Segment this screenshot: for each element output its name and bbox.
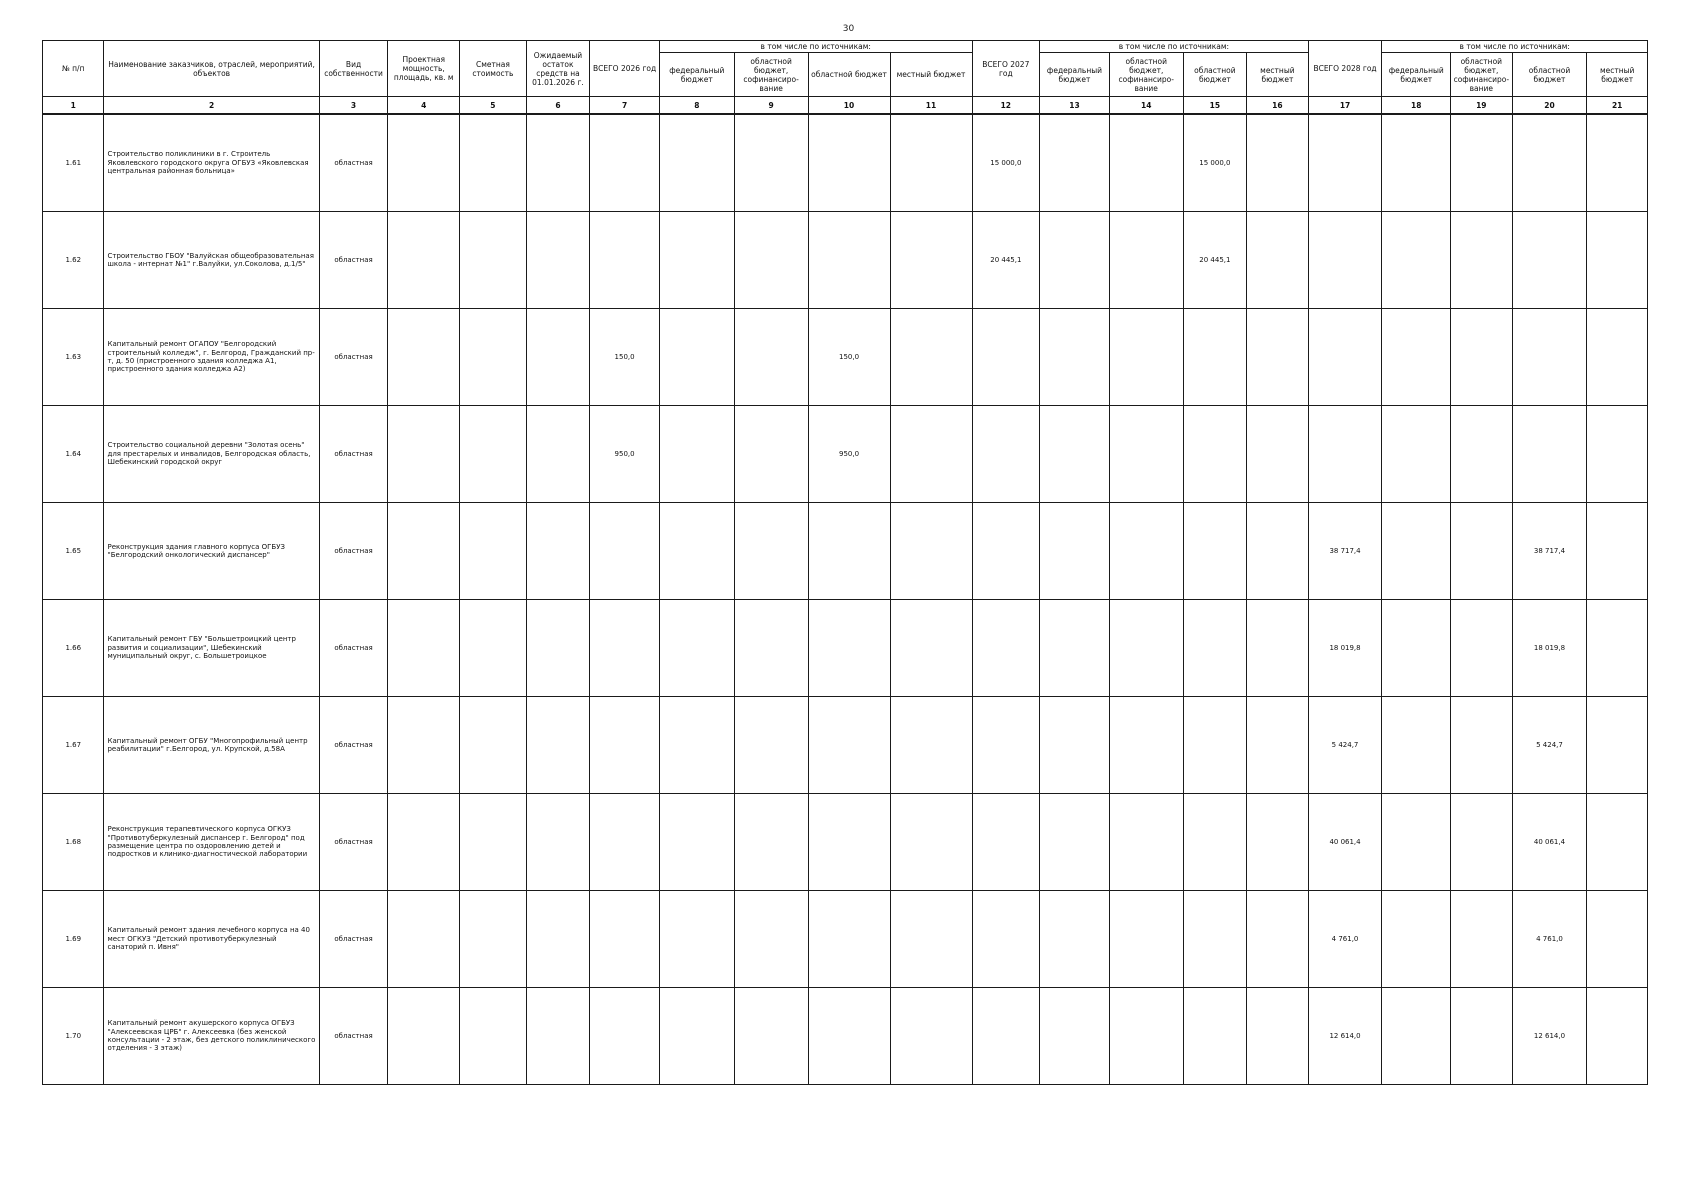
row-oblast-cofin-2026 <box>734 309 808 406</box>
row-oblast-2027 <box>1183 309 1247 406</box>
row-federal-2026 <box>659 891 734 988</box>
header-oblast-cofin-2028: областной бюджет, софинансиро-вание <box>1451 53 1512 97</box>
table-row <box>43 114 1648 212</box>
row-federal-2028 <box>1382 794 1451 891</box>
row-total-2027 <box>972 309 1040 406</box>
header-group-2027: в том числе по источникам: <box>1040 41 1309 53</box>
header-oblast-cofin-2027: областной бюджет, софинансиро-вание <box>1109 53 1183 97</box>
row-local-2028 <box>1587 309 1648 406</box>
table-row <box>43 212 1648 309</box>
row-balance <box>526 600 590 697</box>
row-capacity <box>388 503 460 600</box>
column-number: 2 <box>104 97 319 115</box>
header-group-2026: в том числе по источникам: <box>659 41 972 53</box>
row-total-2026 <box>590 600 660 697</box>
row-balance <box>526 309 590 406</box>
row-oblast-2026 <box>808 114 890 212</box>
header-federal-2027: федеральный бюджет <box>1040 53 1110 97</box>
row-oblast-cofin-2027 <box>1109 503 1183 600</box>
row-oblast-cofin-2028 <box>1451 988 1512 1085</box>
row-oblast-2028 <box>1512 309 1587 406</box>
row-local-2027 <box>1247 697 1309 794</box>
row-total-2026 <box>590 212 660 309</box>
row-object-name: Капитальный ремонт ОГАПОУ "Белгородский строительный колледж", г. Белгород, Гражданский пр-т, д. 50 (пристроенного здания колледжа А1, пристроенного здания колледжа А2) <box>104 309 319 406</box>
row-oblast-2027: 20 445,1 <box>1183 212 1247 309</box>
row-local-2026 <box>890 988 972 1085</box>
column-number: 15 <box>1183 97 1247 115</box>
row-oblast-2028: 12 614,0 <box>1512 988 1587 1085</box>
row-federal-2027 <box>1040 697 1110 794</box>
row-ownership: областная <box>319 309 388 406</box>
row-capacity <box>388 309 460 406</box>
row-total-2028: 5 424,7 <box>1308 697 1382 794</box>
row-oblast-cofin-2028 <box>1451 114 1512 212</box>
row-balance <box>526 212 590 309</box>
row-federal-2027 <box>1040 988 1110 1085</box>
row-total-2028: 38 717,4 <box>1308 503 1382 600</box>
row-oblast-2027 <box>1183 891 1247 988</box>
row-oblast-2028: 40 061,4 <box>1512 794 1587 891</box>
row-federal-2028 <box>1382 600 1451 697</box>
row-oblast-2028: 38 717,4 <box>1512 503 1587 600</box>
row-oblast-cofin-2027 <box>1109 600 1183 697</box>
table-row <box>43 891 1648 988</box>
column-number: 12 <box>972 97 1040 115</box>
budget-table <box>42 40 1648 1085</box>
row-federal-2028 <box>1382 697 1451 794</box>
page-number: 30 <box>842 24 855 34</box>
column-number: 4 <box>388 97 460 115</box>
row-total-2028: 40 061,4 <box>1308 794 1382 891</box>
row-total-2027 <box>972 600 1040 697</box>
row-oblast-2026 <box>808 988 890 1085</box>
row-federal-2028 <box>1382 212 1451 309</box>
row-federal-2028 <box>1382 406 1451 503</box>
header-oblast-2028: областной бюджет <box>1512 53 1587 97</box>
row-total-2027 <box>972 503 1040 600</box>
column-number: 10 <box>808 97 890 115</box>
row-oblast-cofin-2028 <box>1451 212 1512 309</box>
column-number: 21 <box>1587 97 1648 115</box>
row-local-2026 <box>890 309 972 406</box>
header-oblast-2027: областной бюджет <box>1183 53 1247 97</box>
column-number: 5 <box>460 97 527 115</box>
row-oblast-cofin-2027 <box>1109 891 1183 988</box>
row-oblast-2028 <box>1512 212 1587 309</box>
row-number: 1.62 <box>43 212 104 309</box>
header-col-capacity: Проектная мощность, площадь, кв. м <box>388 41 460 97</box>
row-oblast-cofin-2026 <box>734 988 808 1085</box>
row-object-name: Строительство ГБОУ "Валуйская общеобразовательная школа - интернат №1" г.Валуйки, ул.Соколова, д.1/5" <box>104 212 319 309</box>
row-oblast-cofin-2027 <box>1109 114 1183 212</box>
row-capacity <box>388 114 460 212</box>
row-oblast-cofin-2026 <box>734 503 808 600</box>
row-total-2026 <box>590 114 660 212</box>
row-number: 1.64 <box>43 406 104 503</box>
row-total-2028 <box>1308 309 1382 406</box>
row-object-name: Капитальный ремонт акушерского корпуса ОГБУЗ "Алексеевская ЦРБ" г. Алексеевка (без женской консультации - 2 этаж, без детского поликлинического отделения - 3 этаж) <box>104 988 319 1085</box>
row-local-2027 <box>1247 794 1309 891</box>
row-number: 1.61 <box>43 114 104 212</box>
row-federal-2027 <box>1040 309 1110 406</box>
row-oblast-2026: 150,0 <box>808 309 890 406</box>
row-total-2026: 150,0 <box>590 309 660 406</box>
row-federal-2026 <box>659 988 734 1085</box>
row-balance <box>526 891 590 988</box>
row-estimate <box>460 114 527 212</box>
column-number: 16 <box>1247 97 1309 115</box>
row-total-2028 <box>1308 212 1382 309</box>
row-oblast-2026 <box>808 891 890 988</box>
row-total-2027 <box>972 891 1040 988</box>
row-local-2026 <box>890 891 972 988</box>
row-oblast-2027: 15 000,0 <box>1183 114 1247 212</box>
row-local-2026 <box>890 114 972 212</box>
header-group-2028: в том числе по источникам: <box>1382 41 1648 53</box>
row-federal-2028 <box>1382 503 1451 600</box>
row-federal-2026 <box>659 114 734 212</box>
row-oblast-2028: 5 424,7 <box>1512 697 1587 794</box>
table-row <box>43 406 1648 503</box>
row-total-2027 <box>972 697 1040 794</box>
row-oblast-cofin-2027 <box>1109 212 1183 309</box>
row-oblast-cofin-2028 <box>1451 600 1512 697</box>
column-number: 9 <box>734 97 808 115</box>
row-oblast-2026 <box>808 600 890 697</box>
row-oblast-2028 <box>1512 406 1587 503</box>
row-object-name: Строительство поликлиники в г. Строитель Яковлевского городского округа ОГБУЗ «Яковлевская центральная районная больница» <box>104 114 319 212</box>
row-local-2027 <box>1247 891 1309 988</box>
row-total-2026 <box>590 697 660 794</box>
row-ownership: областная <box>319 406 388 503</box>
header-oblast-2026: областной бюджет <box>808 53 890 97</box>
row-total-2026 <box>590 503 660 600</box>
row-estimate <box>460 406 527 503</box>
row-federal-2027 <box>1040 212 1110 309</box>
row-estimate <box>460 503 527 600</box>
header-local-2027: местный бюджет <box>1247 53 1309 97</box>
row-federal-2028 <box>1382 114 1451 212</box>
row-number: 1.66 <box>43 600 104 697</box>
row-federal-2027 <box>1040 794 1110 891</box>
row-federal-2027 <box>1040 406 1110 503</box>
row-oblast-cofin-2027 <box>1109 309 1183 406</box>
row-total-2026 <box>590 988 660 1085</box>
row-ownership: областная <box>319 600 388 697</box>
row-total-2027: 20 445,1 <box>972 212 1040 309</box>
row-local-2028 <box>1587 114 1648 212</box>
row-oblast-cofin-2028 <box>1451 794 1512 891</box>
row-oblast-cofin-2026 <box>734 891 808 988</box>
row-oblast-cofin-2028 <box>1451 503 1512 600</box>
row-ownership: областная <box>319 794 388 891</box>
row-estimate <box>460 697 527 794</box>
header-col-ownership: Вид собственности <box>319 41 388 97</box>
row-oblast-2026: 950,0 <box>808 406 890 503</box>
row-local-2026 <box>890 503 972 600</box>
row-capacity <box>388 891 460 988</box>
row-object-name: Капитальный ремонт ОГБУ "Многопрофильный центр реабилитации" г.Белгород, ул. Крупской, д.58А <box>104 697 319 794</box>
row-total-2026 <box>590 891 660 988</box>
row-ownership: областная <box>319 503 388 600</box>
row-oblast-2026 <box>808 794 890 891</box>
row-oblast-cofin-2027 <box>1109 794 1183 891</box>
column-number: 7 <box>590 97 660 115</box>
row-estimate <box>460 309 527 406</box>
row-number: 1.63 <box>43 309 104 406</box>
row-total-2028: 18 019,8 <box>1308 600 1382 697</box>
row-oblast-2027 <box>1183 503 1247 600</box>
row-local-2028 <box>1587 600 1648 697</box>
row-ownership: областная <box>319 891 388 988</box>
row-oblast-2027 <box>1183 697 1247 794</box>
row-local-2027 <box>1247 114 1309 212</box>
row-total-2026: 950,0 <box>590 406 660 503</box>
row-number: 1.70 <box>43 988 104 1085</box>
row-local-2028 <box>1587 988 1648 1085</box>
table-row <box>43 309 1648 406</box>
header-total-2027: ВСЕГО 2027 год <box>972 41 1040 97</box>
row-local-2026 <box>890 794 972 891</box>
row-oblast-2026 <box>808 503 890 600</box>
column-number: 17 <box>1308 97 1382 115</box>
row-total-2028 <box>1308 406 1382 503</box>
row-total-2028: 4 761,0 <box>1308 891 1382 988</box>
row-federal-2028 <box>1382 891 1451 988</box>
row-balance <box>526 406 590 503</box>
row-oblast-cofin-2026 <box>734 212 808 309</box>
row-federal-2027 <box>1040 891 1110 988</box>
row-capacity <box>388 697 460 794</box>
column-number: 13 <box>1040 97 1110 115</box>
row-local-2028 <box>1587 212 1648 309</box>
header-total-2028: ВСЕГО 2028 год <box>1308 41 1382 97</box>
row-federal-2026 <box>659 794 734 891</box>
row-oblast-cofin-2027 <box>1109 697 1183 794</box>
row-object-name: Капитальный ремонт ГБУ "Большетроицкий центр развития и социализации", Шебекинский муниципальный округ, с. Большетроицкое <box>104 600 319 697</box>
column-number: 20 <box>1512 97 1587 115</box>
row-total-2027: 15 000,0 <box>972 114 1040 212</box>
header-col-name: Наименование заказчиков, отраслей, мероприятий, объектов <box>104 41 319 97</box>
table-row <box>43 794 1648 891</box>
row-local-2028 <box>1587 406 1648 503</box>
row-capacity <box>388 212 460 309</box>
row-object-name: Строительство социальной деревни "Золотая осень" для престарелых и инвалидов, Белгородская область, Шебекинский городской округ <box>104 406 319 503</box>
column-number: 11 <box>890 97 972 115</box>
row-object-name: Реконструкция здания главного корпуса ОГБУЗ "Белгородский онкологический диспансер" <box>104 503 319 600</box>
header-local-2026: местный бюджет <box>890 53 972 97</box>
row-local-2026 <box>890 600 972 697</box>
table-row <box>43 600 1648 697</box>
row-local-2028 <box>1587 891 1648 988</box>
row-local-2028 <box>1587 503 1648 600</box>
row-capacity <box>388 406 460 503</box>
row-federal-2026 <box>659 697 734 794</box>
row-oblast-2027 <box>1183 794 1247 891</box>
table-body <box>43 114 1648 1085</box>
row-oblast-cofin-2026 <box>734 794 808 891</box>
row-object-name: Реконструкция терапевтического корпуса ОГКУЗ "Противотуберкулезный диспансер г. Белгород" под размещение центра по оздоровлению детей и подростков и клинико-диагностической лаборатории <box>104 794 319 891</box>
row-capacity <box>388 794 460 891</box>
header-total-2026: ВСЕГО 2026 год <box>590 41 660 97</box>
row-oblast-cofin-2026 <box>734 697 808 794</box>
column-number: 14 <box>1109 97 1183 115</box>
row-federal-2026 <box>659 503 734 600</box>
row-oblast-cofin-2027 <box>1109 406 1183 503</box>
row-number: 1.65 <box>43 503 104 600</box>
row-oblast-2026 <box>808 212 890 309</box>
row-oblast-cofin-2028 <box>1451 309 1512 406</box>
row-balance <box>526 697 590 794</box>
row-balance <box>526 114 590 212</box>
row-oblast-2027 <box>1183 406 1247 503</box>
row-local-2027 <box>1247 503 1309 600</box>
column-number: 3 <box>319 97 388 115</box>
header-federal-2026: федеральный бюджет <box>659 53 734 97</box>
column-number: 1 <box>43 97 104 115</box>
header-col-estimate: Сметная стоимость <box>460 41 527 97</box>
row-oblast-2027 <box>1183 988 1247 1085</box>
table-row <box>43 697 1648 794</box>
row-local-2027 <box>1247 212 1309 309</box>
table-header <box>43 41 1648 115</box>
row-local-2027 <box>1247 600 1309 697</box>
row-federal-2026 <box>659 309 734 406</box>
row-federal-2026 <box>659 212 734 309</box>
row-local-2027 <box>1247 988 1309 1085</box>
row-balance <box>526 794 590 891</box>
row-federal-2028 <box>1382 988 1451 1085</box>
row-federal-2027 <box>1040 114 1110 212</box>
row-oblast-cofin-2028 <box>1451 406 1512 503</box>
row-estimate <box>460 794 527 891</box>
row-estimate <box>460 212 527 309</box>
row-number: 1.68 <box>43 794 104 891</box>
header-col-num: № п/п <box>43 41 104 97</box>
row-oblast-2026 <box>808 697 890 794</box>
row-federal-2027 <box>1040 503 1110 600</box>
row-federal-2027 <box>1040 600 1110 697</box>
row-oblast-2028: 4 761,0 <box>1512 891 1587 988</box>
row-local-2027 <box>1247 406 1309 503</box>
row-ownership: областная <box>319 697 388 794</box>
row-federal-2026 <box>659 600 734 697</box>
row-ownership: областная <box>319 114 388 212</box>
row-estimate <box>460 600 527 697</box>
table-row <box>43 503 1648 600</box>
row-ownership: областная <box>319 988 388 1085</box>
row-estimate <box>460 988 527 1085</box>
row-object-name: Капитальный ремонт здания лечебного корпуса на 40 мест ОГКУЗ "Детский противотуберкулезный санаторий п. Ивня" <box>104 891 319 988</box>
row-total-2027 <box>972 794 1040 891</box>
row-total-2027 <box>972 988 1040 1085</box>
row-oblast-cofin-2027 <box>1109 988 1183 1085</box>
row-balance <box>526 503 590 600</box>
row-local-2028 <box>1587 697 1648 794</box>
column-number: 19 <box>1451 97 1512 115</box>
row-oblast-cofin-2026 <box>734 114 808 212</box>
header-federal-2028: федеральный бюджет <box>1382 53 1451 97</box>
row-local-2026 <box>890 406 972 503</box>
row-total-2027 <box>972 406 1040 503</box>
row-oblast-cofin-2026 <box>734 600 808 697</box>
row-total-2026 <box>590 794 660 891</box>
row-federal-2028 <box>1382 309 1451 406</box>
row-oblast-2028: 18 019,8 <box>1512 600 1587 697</box>
row-local-2026 <box>890 697 972 794</box>
table-row <box>43 988 1648 1085</box>
row-local-2028 <box>1587 794 1648 891</box>
row-total-2028 <box>1308 114 1382 212</box>
row-federal-2026 <box>659 406 734 503</box>
row-oblast-cofin-2028 <box>1451 891 1512 988</box>
row-oblast-cofin-2026 <box>734 406 808 503</box>
column-number: 6 <box>526 97 590 115</box>
row-capacity <box>388 988 460 1085</box>
header-local-2028: местный бюджет <box>1587 53 1648 97</box>
column-number: 8 <box>659 97 734 115</box>
column-number: 18 <box>1382 97 1451 115</box>
row-ownership: областная <box>319 212 388 309</box>
row-local-2026 <box>890 212 972 309</box>
row-balance <box>526 988 590 1085</box>
row-oblast-2028 <box>1512 114 1587 212</box>
row-estimate <box>460 891 527 988</box>
row-oblast-2027 <box>1183 600 1247 697</box>
header-col-balance: Ожидаемый остаток средств на 01.01.2026 г. <box>526 41 590 97</box>
column-number-row <box>43 97 1648 115</box>
row-capacity <box>388 600 460 697</box>
row-local-2027 <box>1247 309 1309 406</box>
row-total-2028: 12 614,0 <box>1308 988 1382 1085</box>
row-number: 1.67 <box>43 697 104 794</box>
header-oblast-cofin-2026: областной бюджет, софинансиро-вание <box>734 53 808 97</box>
row-oblast-cofin-2028 <box>1451 697 1512 794</box>
row-number: 1.69 <box>43 891 104 988</box>
